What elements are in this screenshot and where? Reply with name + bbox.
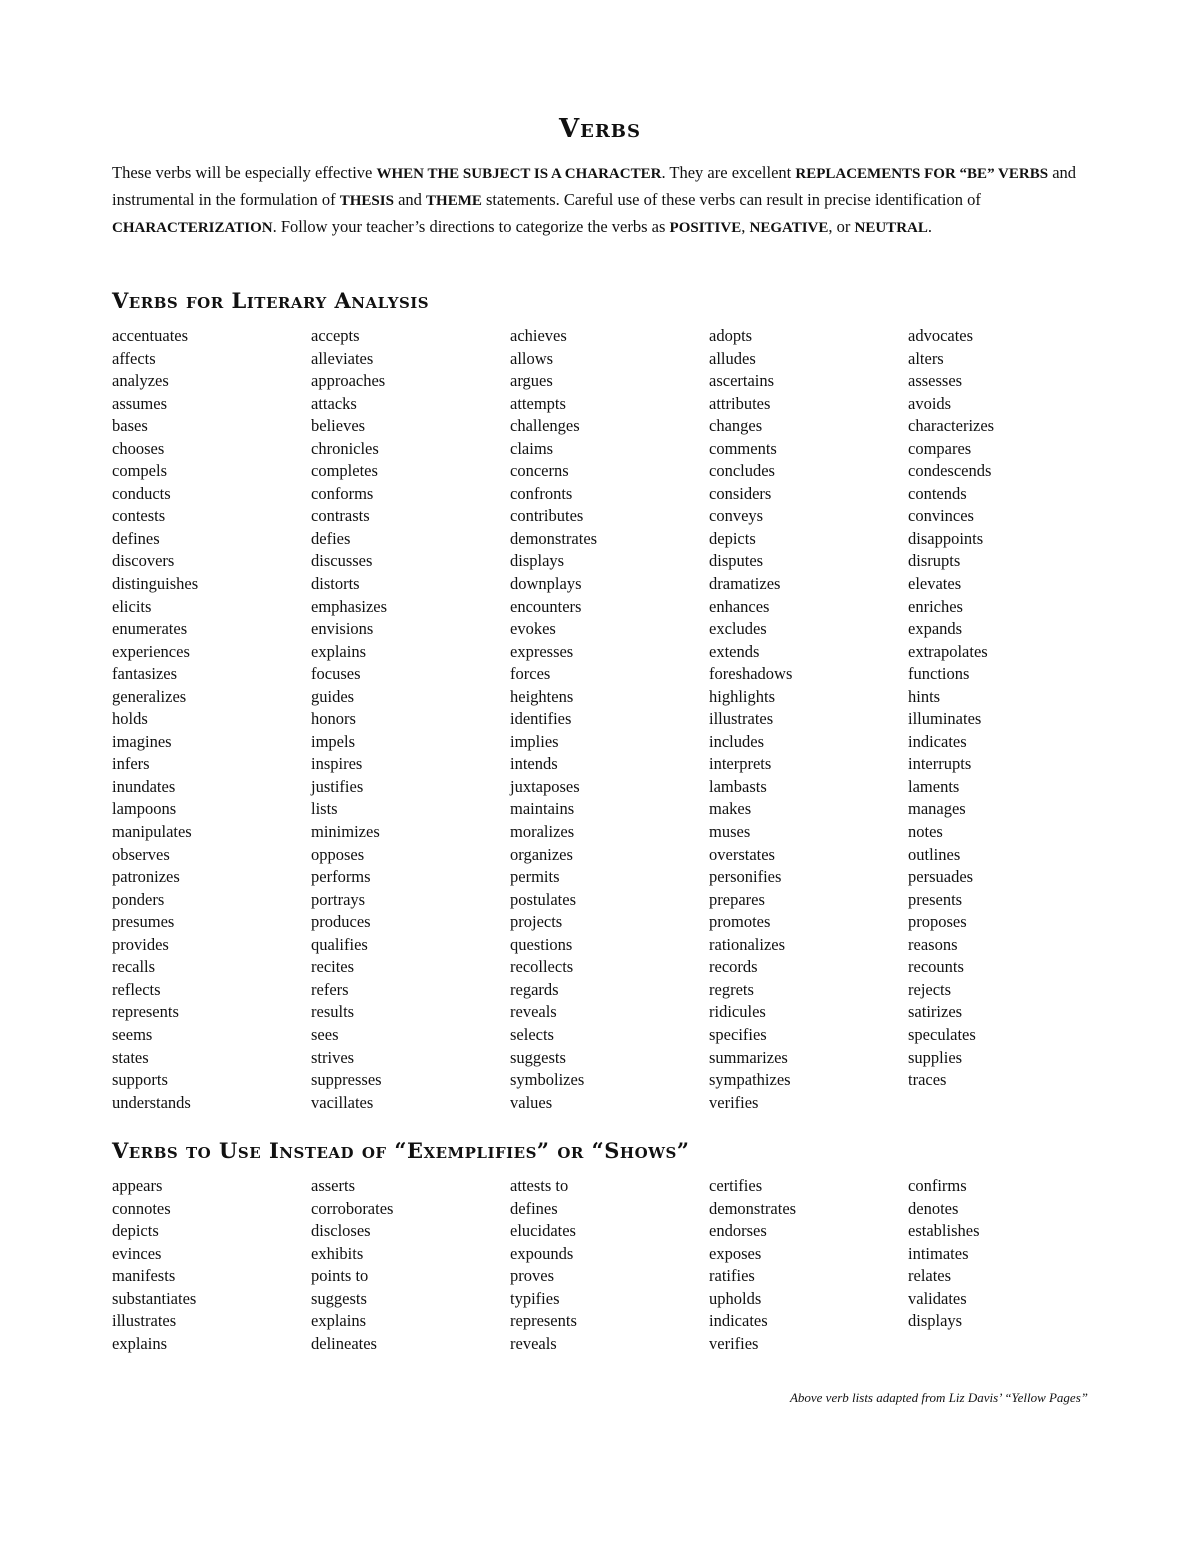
verb-item: displays [908,1311,963,1331]
section-heading-literary-analysis: Verbs for Literary Analysis [112,288,430,313]
verb-item: substantiates [112,1288,197,1308]
verb-item: inspires [311,754,363,774]
verb-item: downplays [510,574,582,594]
verb-item: hints [908,686,941,706]
verb-item: exhibits [311,1243,364,1263]
verb-item: projects [510,912,563,932]
intro-emphasis: NEUTRAL [854,220,928,236]
verb-item: illuminates [908,709,982,729]
verb-item: values [510,1092,553,1112]
verb-item: recites [311,957,355,977]
verb-item: reasons [908,934,958,954]
intro-emphasis: WHEN THE SUBJECT IS A CHARACTER [376,166,662,182]
verb-item: holds [112,709,148,729]
verb-item: minimizes [311,822,380,842]
verb-item: elicits [112,596,152,616]
verb-item: lampoons [112,799,177,819]
verb-item: affects [112,348,156,368]
verb-item: excludes [709,619,767,639]
verb-item: considers [709,483,772,503]
verb-item: vacillates [311,1092,374,1112]
verb-item: focuses [311,664,361,684]
verb-item: muses [709,822,751,842]
verb-item: specifies [709,1024,767,1044]
verb-item: lists [311,799,338,819]
verb-item: manifests [112,1266,176,1286]
verb-item: alters [908,348,944,368]
verb-list-instead-of-shows [112,1175,1112,1355]
verb-item: seems [112,1024,153,1044]
verb-item: regrets [709,979,754,999]
verb-list-literary-analysis [112,325,1112,1114]
verb-item: attempts [510,393,566,413]
verb-item: selects [510,1024,554,1044]
verb-item: maintains [510,799,575,819]
verb-item: prepares [709,889,765,909]
verb-item: evokes [510,619,556,639]
verb-item: typifies [510,1288,560,1308]
intro-emphasis: NEGATIVE [749,220,829,236]
verb-item: refers [311,979,349,999]
verb-item: displays [510,551,565,571]
verb-item: highlights [709,686,776,706]
verb-item: adopts [709,326,753,345]
intro-text: , [741,217,750,236]
verb-item: understands [112,1092,191,1112]
verb-item: characterizes [908,416,995,436]
verb-item: recounts [908,957,964,977]
verb-item: qualifies [311,934,368,954]
verb-item: analyzes [112,371,169,391]
verb-item: upholds [709,1288,762,1308]
verb-item: accentuates [112,326,189,345]
verb-item: enhances [709,596,770,616]
verb-item: observes [112,844,170,864]
verb-item: chooses [112,438,165,458]
verb-item: reflects [112,979,161,999]
verb-item [908,1092,1107,1115]
verb-item: proves [510,1266,554,1286]
source-credit: Above verb lists adapted from Liz Davis’ “Yellow Pages” [789,1390,1088,1405]
verb-item: juxtaposes [510,776,580,796]
verb-item: includes [709,731,764,751]
verb-item: endorses [709,1221,767,1241]
verb-item: validates [908,1288,967,1308]
verb-item: advocates [908,326,974,345]
verb-item: approaches [311,371,386,391]
verb-item: illustrates [112,1311,177,1331]
verb-item: illustrates [709,709,774,729]
verb-item: compares [908,438,972,458]
verb-item: discloses [311,1221,371,1241]
verb-item: emphasizes [311,596,388,616]
verb-item: presents [908,889,963,909]
verb-item: avoids [908,393,952,413]
verb-item: indicates [709,1311,768,1331]
verb-item: extrapolates [908,641,988,661]
page-title: Verbs [558,114,642,144]
verb-item: laments [908,776,960,796]
intro-emphasis: CHARACTERIZATION [112,220,273,236]
verb-item: envisions [311,619,374,639]
verb-item: asserts [311,1176,355,1195]
verb-item: dramatizes [709,574,781,594]
verb-item: confirms [908,1176,967,1195]
verb-item: patronizes [112,867,180,887]
intro-text: These verbs will be especially effective [112,163,377,182]
verb-item: speculates [908,1024,976,1044]
verb-item: recalls [112,957,156,977]
verb-item: encounters [510,596,582,616]
verb-item: alleviates [311,348,374,368]
verb-item: verifies [709,1333,759,1353]
verb-item: distorts [311,574,360,594]
verb-item: argues [510,371,553,391]
verb-item: comments [709,438,777,458]
verb-item: implies [510,731,559,751]
verb-item: claims [510,438,554,458]
verb-item: conducts [112,483,171,503]
verb-item: concerns [510,461,569,481]
verb-item: explains [311,641,366,661]
verb-item: permits [510,867,560,887]
verb-item: evinces [112,1243,162,1263]
verb-item: supports [112,1070,168,1090]
verb-item: conveys [709,506,764,526]
verb-item: summarizes [709,1047,788,1067]
intro-paragraph [112,160,1102,241]
verb-item: ponders [112,889,165,909]
verb-item: opposes [311,844,365,864]
verb-item: completes [311,461,378,481]
verb-item: regards [510,979,559,999]
verb-item: manages [908,799,966,819]
verb-item: satirizes [908,1002,963,1022]
verb-item: defines [510,1198,558,1218]
verb-item: alludes [709,348,756,368]
verb-item: traces [908,1070,947,1090]
verb-item: attributes [709,393,771,413]
intro-text: statements. Careful use of these verbs can result in precise identification of [481,190,981,209]
verb-item: connotes [112,1198,171,1218]
verb-item: identifies [510,709,572,729]
verb-item: persuades [908,867,974,887]
verb-item: imagines [112,731,172,751]
verb-item: suppresses [311,1070,382,1090]
verb-item: points to [311,1266,369,1286]
verb-item: personifies [709,867,782,887]
verb-item: relates [908,1266,952,1286]
verb-item: supplies [908,1047,963,1067]
verb-item: believes [311,416,366,436]
verb-item: ascertains [709,371,775,391]
verb-item: depicts [709,528,756,548]
verb-item: fantasizes [112,664,178,684]
verb-item: ridicules [709,1002,766,1022]
verb-item: portrays [311,889,366,909]
verb-item: demonstrates [510,528,598,548]
verb-item: inundates [112,776,176,796]
verb-item: records [709,957,758,977]
verb-item: functions [908,664,970,684]
verb-item: forces [510,664,551,684]
verb-item: discusses [311,551,373,571]
verb-item: contends [908,483,967,503]
verb-item: confronts [510,483,573,503]
verb-item: provides [112,934,169,954]
verb-item: symbolizes [510,1070,585,1090]
intro-text: and [393,190,427,209]
verb-item: moralizes [510,822,575,842]
verb-item: proposes [908,912,967,932]
verb-item: rejects [908,979,952,999]
verb-item: assesses [908,371,963,391]
verb-item: intends [510,754,558,774]
verb-item: explains [311,1311,366,1331]
intro-text: . They are excellent [661,163,796,182]
verb-item: heightens [510,686,574,706]
verb-item: distinguishes [112,574,199,594]
verb-item: justifies [311,776,364,796]
verb-item: contributes [510,506,584,526]
verb-item: indicates [908,731,967,751]
verb-item: challenges [510,416,580,436]
verb-item: represents [510,1311,577,1331]
verb-item: ratifies [709,1266,755,1286]
verb-item: bases [112,416,148,436]
verb-item: impels [311,731,355,751]
verb-item: assumes [112,393,167,413]
verb-item: contests [112,506,166,526]
verb-item: condescends [908,461,992,481]
verb-item: presumes [112,912,175,932]
intro-emphasis: THEME [426,193,482,209]
verb-item: experiences [112,641,190,661]
verb-item: denotes [908,1198,959,1218]
verb-item: extends [709,641,760,661]
verb-item: explains [112,1333,167,1353]
verb-item: disappoints [908,528,984,548]
intro-emphasis: REPLACEMENTS FOR “BE” VERBS [795,166,1049,182]
verb-item: allows [510,348,554,368]
intro-emphasis: THESIS [339,193,394,209]
verb-item: intimates [908,1243,969,1263]
verb-item: delineates [311,1333,377,1353]
verb-item: sympathizes [709,1070,791,1090]
verb-item: recollects [510,957,574,977]
verb-item: overstates [709,844,775,864]
verb-item: promotes [709,912,771,932]
verb-item: infers [112,754,150,774]
intro-text: . Follow your teacher’s directions to categorize the verbs as [272,217,670,236]
verb-item: enriches [908,596,963,616]
verb-item: foreshadows [709,664,793,684]
verb-item: interrupts [908,754,972,774]
verb-item: disrupts [908,551,961,571]
verb-item: results [311,1002,355,1022]
verb-item: expounds [510,1243,574,1263]
verb-item: organizes [510,844,573,864]
verb-item: guides [311,686,355,706]
verb-item: states [112,1047,149,1067]
verb-item: verifies [709,1092,759,1112]
verb-item [908,1333,1107,1356]
verb-item: depicts [112,1221,159,1241]
verb-item: strives [311,1047,355,1067]
verb-item: enumerates [112,619,188,639]
verb-item: notes [908,822,943,842]
verb-item: lambasts [709,776,767,796]
verb-item: sees [311,1024,339,1044]
verb-item: chronicles [311,438,379,458]
verb-item: concludes [709,461,775,481]
intro-text: and instrumental in the formulation of [112,163,1077,209]
verb-item: exposes [709,1243,762,1263]
verb-item: defies [311,528,351,548]
verb-item: accepts [311,326,360,345]
verb-item: elevates [908,574,962,594]
verb-item: discovers [112,551,175,571]
verb-item: certifies [709,1176,763,1195]
verb-item: convinces [908,506,974,526]
verb-item: changes [709,416,763,436]
verb-item: honors [311,709,356,729]
verb-item: produces [311,912,371,932]
verb-item: disputes [709,551,764,571]
verb-item: corroborates [311,1198,394,1218]
verb-item: defines [112,528,160,548]
verb-item: performs [311,867,371,887]
verb-item: establishes [908,1221,980,1241]
verb-item: compels [112,461,167,481]
verb-item: reveals [510,1002,557,1022]
verb-item: makes [709,799,752,819]
verb-item: manipulates [112,822,192,842]
verb-item: appears [112,1176,163,1195]
verb-item: attacks [311,393,357,413]
verb-item: expresses [510,641,574,661]
verb-item: achieves [510,326,567,345]
verb-item: conforms [311,483,374,503]
verb-item: reveals [510,1333,557,1353]
intro-text: , or [828,217,855,236]
verb-item: rationalizes [709,934,786,954]
intro-emphasis: POSITIVE [669,220,742,236]
verb-item: elucidates [510,1221,576,1241]
verb-item: questions [510,934,573,954]
intro-text: . [927,217,932,236]
verb-item: expands [908,619,963,639]
verb-item: suggests [510,1047,566,1067]
verb-item: generalizes [112,686,187,706]
verb-item: postulates [510,889,576,909]
verb-item: attests to [510,1176,569,1195]
verb-item: outlines [908,844,961,864]
verb-item: represents [112,1002,179,1022]
verb-item: interprets [709,754,772,774]
section-heading-instead-of-shows: Verbs to Use Instead of “Exemplifies” or “Shows” [112,1138,690,1163]
verb-item: contrasts [311,506,370,526]
verb-item: suggests [311,1288,367,1308]
verb-item: demonstrates [709,1198,797,1218]
